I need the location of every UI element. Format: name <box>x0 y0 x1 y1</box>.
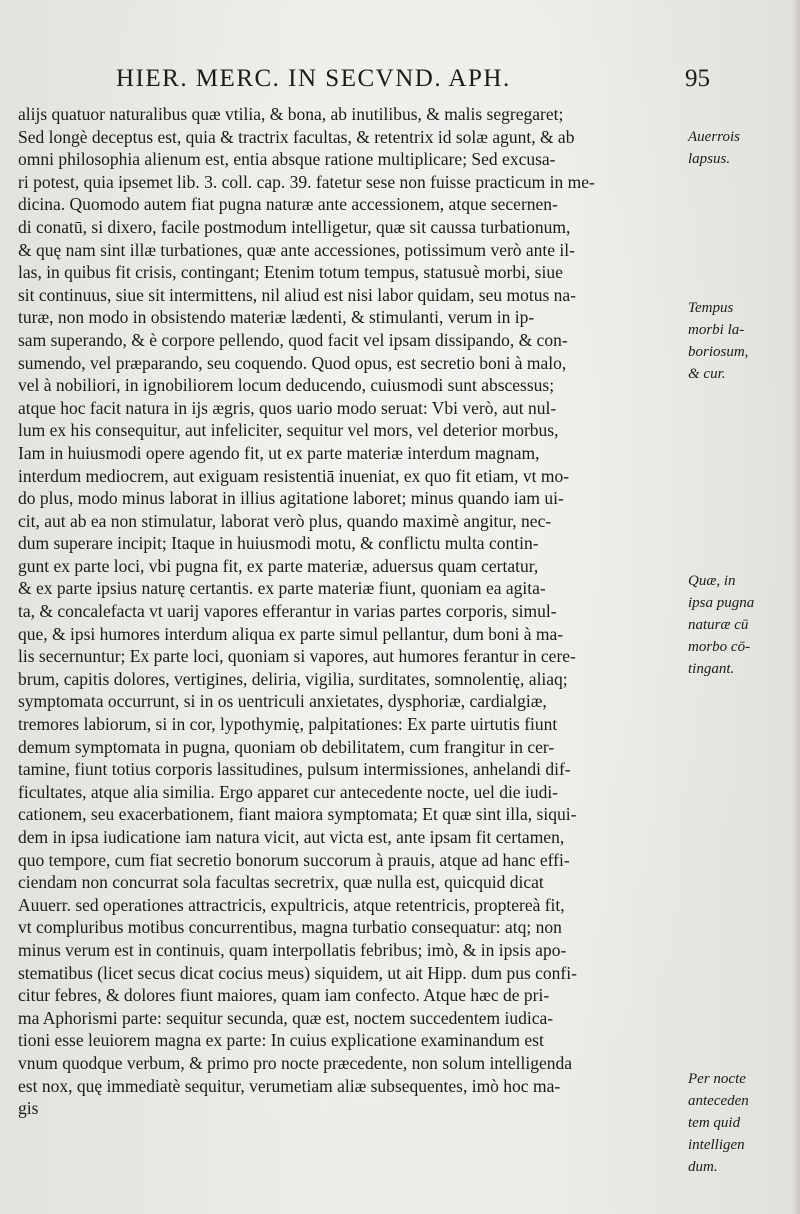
text-line: quo tempore, cum fiat secretio bonorum succorum à prauis, atque ad hanc effi- <box>18 849 570 870</box>
marginal-note-line: dum. <box>688 1159 718 1175</box>
text-line: stematibus (licet secus dicat cocius meus) siquidem, ut ait Hipp. dum pus confi- <box>18 962 577 983</box>
text-line: que, & ipsi humores interdum aliqua ex parte simul pellantur, dum boni à ma- <box>18 623 564 644</box>
text-line: gis <box>18 1098 39 1119</box>
text-line: & ex parte ipsius naturę certantis. ex parte materiæ fiunt, quoniam ea agita- <box>18 578 546 599</box>
text-line: tamine, fiunt totius corporis lassitudines, pulsum intermissiones, anhelandi dif- <box>18 759 571 780</box>
marginal-note-line: tingant. <box>688 661 735 677</box>
text-line: dum superare incipit; Itaque in huiusmodi motu, & conflictu multa contin- <box>18 533 539 554</box>
marginal-note-line: Auerrois <box>688 129 740 145</box>
text-line: Iam in huiusmodi opere agendo fit, ut ex parte materiæ interdum magnam, <box>18 442 540 463</box>
text-line: do plus, modo minus laborat in illius agitatione laboret; minus quando iam ui- <box>18 488 564 509</box>
text-line: dem in ipsa iudicatione iam natura vicit, aut victa est, ante ipsam fit certamen, <box>18 827 565 847</box>
marginal-note-auerrois <box>688 126 796 170</box>
text-line: interdum mediocrem, aut exiguam resistentiā inueniat, ex quo fit etiam, vt mo- <box>18 465 570 486</box>
marginal-note-quae <box>688 570 796 680</box>
catchword <box>18 1120 690 1143</box>
text-line: sam superando, & è corpore pellendo, quod facit vel ipsam dissipando, & con- <box>18 329 568 350</box>
text-line: demum symptomata in pugna, quoniam ob debilitatem, cum frangitur in cer- <box>18 736 555 757</box>
text-line: gunt ex parte loci, vbi pugna fit, ex parte materiæ, aduersus quam certatur, <box>18 555 539 576</box>
text-line: citur febres, & dolores fiunt maiores, quam iam confecto. Atque hæc de pri- <box>18 985 550 1006</box>
text-line: tioni esse leuiorem magna ex parte: In cuius explicatione examinandum est <box>18 1030 544 1051</box>
text-line: omni philosophia alienum est, entia absque ratione multiplicare; Sed excusa- <box>18 149 556 170</box>
text-line: symptomata occurrunt, si in os uentriculi anxietates, dysphoriæ, cardialgiæ, <box>18 691 547 712</box>
marginal-note-line: ipsa pugna <box>688 595 755 611</box>
text-line: di conatū, si dixero, facile postmodum intelligetur, quæ sit caussa turbationum, <box>18 216 571 237</box>
marginal-note-line: anteceden <box>688 1093 749 1109</box>
text-line: & quę nam sint illæ turbationes, quæ ante accessiones, potissimum verò ante il- <box>18 239 575 260</box>
page-edge-shadow <box>792 0 800 1214</box>
text-line: ma Aphorismi parte: sequitur secunda, quæ est, noctem succedentem iudica- <box>18 1007 554 1028</box>
marginal-note-line: Per nocte <box>688 1071 746 1087</box>
running-head <box>110 62 710 98</box>
text-line: minus verum est in continuis, quam interpollatis febribus; imò, & in ipsis apo- <box>18 939 567 960</box>
text-line: lum ex his consequitur, aut infeliciter, sequitur vel mors, vel deterior morbus, <box>18 420 559 441</box>
text-line: ciendam non concurrat sola facultas secretrix, quæ nulla est, quicquid dicat <box>18 872 544 893</box>
text-line: atque hoc facit natura in ijs ægris, quos uario modo seruat: Vbi verò, aut nul- <box>18 397 557 418</box>
text-line: Auuerr. sed operationes attractricis, expultricis, atque retentricis, proptereà fit, <box>18 894 565 915</box>
text-line: las, in quibus fit crisis, contingant; Etenim totum tempus, statusuè morbi, siue <box>18 262 563 283</box>
text-line: cit, aut ab ea non stimulatur, laborat verò plus, quando maximè angitur, nec- <box>18 510 552 531</box>
marginal-note-line: morbi la- <box>688 322 745 338</box>
text-line: vt compluribus motibus concurrentibus, magna turbatio consequatur: atq; non <box>18 917 562 938</box>
marginal-note-line: Tempus <box>688 300 734 316</box>
text-line: ri potest, quia ipsemet lib. 3. coll. cap. 39. fatetur sese non fuisse practicum in me- <box>18 171 595 192</box>
marginal-note-line: morbo cō- <box>688 639 751 655</box>
text-line: Sed longè deceptus est, quia & tractrix facultas, & retentrix id solæ agunt, & ab <box>18 126 575 147</box>
marginal-note-line: tem quid <box>688 1115 741 1131</box>
marginal-note-tempus <box>688 297 796 385</box>
text-line: ficultates, atque alia similia. Ergo apparet cur antecedente nocte, uel die iudi- <box>18 781 559 802</box>
text-line: dicina. Quomodo autem fiat pugna naturæ ante accessionem, atque secernen- <box>18 194 558 215</box>
text-line: vel à nobiliori, in ignobiliorem locum deducendo, cuiusmodi sunt abscessus; <box>18 375 555 396</box>
running-title: HIER. MERC. IN SECVND. APH. <box>116 65 511 92</box>
marginal-note-per-nocte <box>688 1068 796 1178</box>
text-line: alijs quatuor naturalibus quæ vtilia, & bona, ab inutilibus, & malis segregaret; <box>18 104 564 124</box>
text-line: tremores labiorum, si in cor, lypothymię, palpitationes: Ex parte uirtutis fiunt <box>18 714 558 735</box>
marginal-note-line: boriosum, <box>688 344 749 360</box>
marginal-note-line: & cur. <box>688 366 726 382</box>
marginal-note-line: intelligen <box>688 1137 745 1153</box>
text-line: lis secernuntur; Ex parte loci, quoniam si vapores, aut humores ferantur in cere- <box>18 646 576 667</box>
text-line: sit continuus, siue sit intermittens, nil aliud est nisi labor quidam, seu motus na- <box>18 284 577 305</box>
text-line: brum, capitis dolores, vertigines, deliria, vigilia, surditates, somnolentię, aliaq; <box>18 668 568 689</box>
text-line: sumendo, vel præparando, seu coquendo. Quod opus, est secretio boni à malo, <box>18 352 567 373</box>
text-line: cationem, seu exacerbationem, fiant maiora symptomata; Et quæ sint illa, siqui- <box>18 804 577 825</box>
marginal-note-line: lapsus. <box>688 151 731 167</box>
main-text-block <box>18 103 690 1142</box>
text-line: ta, & concalefacta vt uarij vapores efferantur in varias partes corporis, simul- <box>18 601 557 622</box>
text-line: turæ, non modo in obsistendo materiæ lædenti, & stimulanti, verum in ip- <box>18 307 535 328</box>
page-number: 95 <box>685 65 710 92</box>
marginal-note-line: naturæ cū <box>688 617 749 633</box>
marginal-note-line: Quæ, in <box>688 573 736 589</box>
text-line: est nox, quę immediatè sequitur, verumetiam aliæ subsequentes, imò hoc ma- <box>18 1075 561 1096</box>
text-line: vnum quodque verbum, & primo pro nocte præcedente, non solum intelligenda <box>18 1052 573 1073</box>
